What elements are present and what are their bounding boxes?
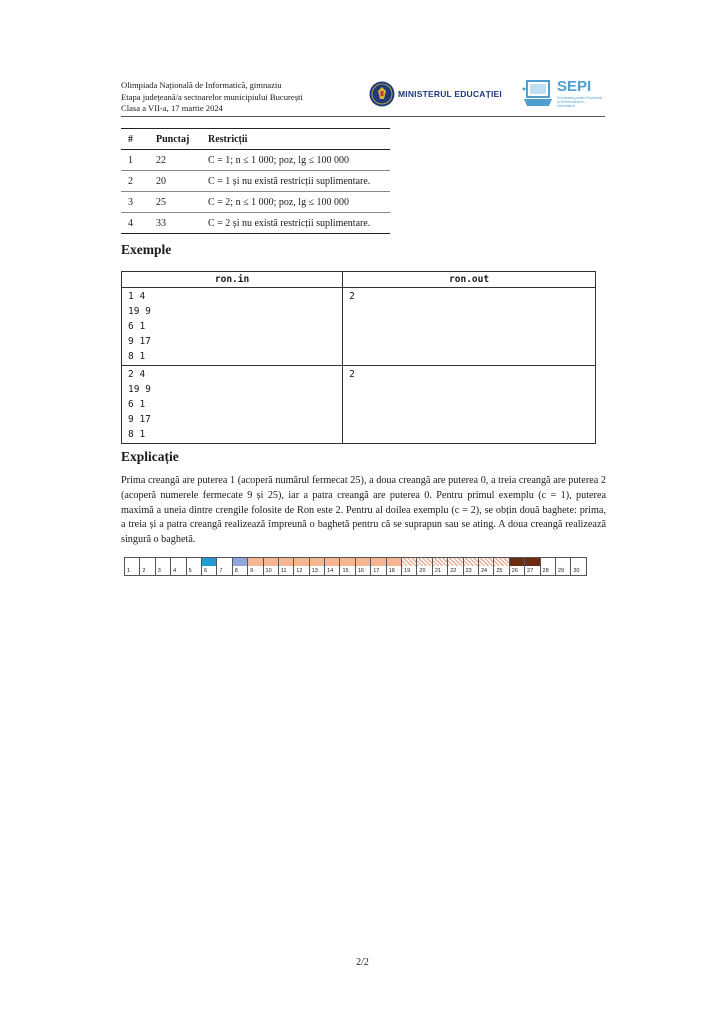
- strip-cell-number: 6: [203, 568, 208, 574]
- input-line: 6 1: [128, 399, 146, 410]
- input-line: 2 4: [128, 369, 146, 380]
- strip-cell-fill: [464, 558, 478, 566]
- strip-cell-fill: [402, 558, 416, 566]
- page-header: [121, 80, 605, 117]
- example-input: [122, 366, 343, 444]
- table-row: [121, 213, 390, 234]
- strip-cell-fill: [310, 558, 324, 566]
- strip-cell: [140, 557, 155, 576]
- subtask-number: 4: [121, 213, 149, 234]
- examples-heading: Exemple: [121, 242, 172, 257]
- strip-cell-fill: [233, 558, 247, 566]
- subtask-points: 25: [149, 192, 201, 213]
- strip-cell: [525, 557, 540, 576]
- sepi-title: SEPI: [557, 78, 592, 95]
- strip-cell: [464, 557, 479, 576]
- strip-cell-number: 3: [157, 568, 161, 574]
- subtask-restriction: C = 2; n ≤ 1 000; poz, lg ≤ 100 000: [201, 192, 390, 213]
- sepi-icon: [521, 77, 555, 111]
- strip-cell: [402, 557, 417, 576]
- strip-cell-fill: [325, 558, 339, 566]
- strip-cell-number: 5: [188, 568, 192, 574]
- strip-cell-fill: [340, 558, 354, 566]
- header-line-1: Olimpiada Națională de Informatică, gimnaziu: [121, 80, 282, 90]
- strip-cell-fill: [171, 558, 185, 566]
- example-output: [343, 288, 596, 366]
- strip-cell-number: 7: [219, 568, 223, 574]
- strip-cell-number: 10: [265, 568, 272, 574]
- header-line-2: Etapa județeană/a sectoarelor municipiului București: [121, 91, 303, 102]
- ministry-logo: [369, 80, 502, 108]
- score-header-restrictions: Restricții: [201, 129, 390, 150]
- strip-cell: [264, 557, 279, 576]
- strip-cell-fill: [571, 558, 585, 566]
- strip-cell-fill: [433, 558, 447, 566]
- strip-cell: [556, 557, 571, 576]
- subtask-number: 1: [121, 150, 149, 171]
- explanation-paragraph: Prima creangă are puterea 1 (acoperă numărul fermecat 25), a doua creangă are puterea 0, a treia creangă are puterea 2 (acoperă numerele fermecate 9 și 25), iar a patra creangă are puterea 0. Pentru primul exemplu (c = 1), puterea maximă a uneia dintre crengile folosite de Ron este 2. Pentru al doilea exemplu (c = 2), se obțin două baghete: prima, a treia și a patra creangă realizează împreună o baghetă pentru că se suprapun sau se ating. A doua creangă realizează singură o baghetă.: [121, 475, 606, 546]
- strip-cell: [571, 557, 586, 576]
- strip-cell: [417, 557, 432, 576]
- subtask-restriction: C = 1; n ≤ 1 000; poz, lg ≤ 100 000: [201, 150, 390, 171]
- strip-cell: [448, 557, 463, 576]
- subtask-restriction: C = 2 și nu există restricții suplimentare.: [201, 213, 390, 234]
- subtask-points: 22: [149, 150, 201, 171]
- strip-cell-number: 23: [465, 568, 472, 574]
- crest-icon: [369, 81, 395, 107]
- strip-cell-fill: [387, 558, 401, 566]
- strip-cell-fill: [541, 558, 555, 566]
- number-line-strip: [124, 557, 587, 576]
- strip-cell-number: 15: [342, 568, 349, 574]
- input-line: 6 1: [128, 321, 146, 332]
- strip-cell-fill: [156, 558, 170, 566]
- strip-cell-fill: [417, 558, 431, 566]
- input-line: 19 9: [128, 306, 151, 317]
- strip-cell-number: 8: [234, 568, 238, 574]
- ministry-name: MINISTERUL EDUCAȚIEI: [398, 89, 502, 99]
- strip-cell: [310, 557, 325, 576]
- subtask-points: 20: [149, 171, 201, 192]
- strip-cell-fill: [356, 558, 370, 566]
- output-line: 2: [349, 291, 355, 302]
- strip-cell-number: 18: [388, 568, 395, 574]
- strip-cell-number: 27: [527, 568, 534, 574]
- strip-cell: [479, 557, 494, 576]
- strip-cell-number: 19: [404, 568, 411, 574]
- table-row: [122, 366, 596, 444]
- strip-cell: [340, 557, 355, 576]
- header-line-3: Clasa a VII-a, 17 martie 2024: [121, 103, 223, 113]
- strip-cell: [125, 557, 140, 576]
- page-number: 2/2: [356, 957, 369, 968]
- strip-cell: [248, 557, 263, 576]
- strip-cell-fill: [510, 558, 524, 566]
- table-row: [121, 192, 390, 213]
- strip-cell-fill: [187, 558, 201, 566]
- input-line: 1 4: [128, 291, 146, 302]
- strip-cell-number: 17: [373, 568, 380, 574]
- table-row: [121, 150, 390, 171]
- strip-cell-number: 4: [173, 568, 177, 574]
- strip-cell: [541, 557, 556, 576]
- subtask-number: 3: [121, 192, 149, 213]
- strip-cell-fill: [448, 558, 462, 566]
- table-row: [121, 171, 390, 192]
- strip-cell-number: 28: [542, 568, 549, 574]
- strip-cell-number: 9: [250, 568, 254, 574]
- strip-cell-number: 12: [296, 568, 303, 574]
- output-line: 2: [349, 369, 355, 380]
- strip-cell-fill: [279, 558, 293, 566]
- strip-cell: [171, 557, 186, 576]
- strip-cell-number: 16: [357, 568, 364, 574]
- strip-cell-fill: [479, 558, 493, 566]
- strip-cell-fill: [217, 558, 231, 566]
- strip-cell-number: 2: [142, 568, 146, 574]
- strip-cell-number: 29: [557, 568, 565, 574]
- examples-table: [121, 271, 596, 444]
- strip-cell-number: 30: [573, 568, 580, 574]
- subtask-points: 33: [149, 213, 201, 234]
- strip-cell: [494, 557, 509, 576]
- output-file-header: ron.out: [343, 272, 596, 288]
- explanation-heading: Explicație: [121, 449, 179, 464]
- subtask-restriction: C = 1 și nu există restricții suplimentare.: [201, 171, 390, 192]
- input-line: 9 17: [128, 414, 151, 425]
- strip-cell: [233, 557, 248, 576]
- strip-cell: [156, 557, 171, 576]
- strip-cell-number: 1: [127, 568, 131, 574]
- strip-cell-number: 21: [434, 568, 441, 574]
- strip-cell: [387, 557, 402, 576]
- strip-cell: [294, 557, 309, 576]
- table-row: [122, 288, 596, 366]
- strip-cell-number: 11: [280, 568, 287, 574]
- strip-cell-fill: [294, 558, 308, 566]
- strip-cell: [371, 557, 386, 576]
- strip-cell-fill: [140, 558, 154, 566]
- strip-cell-fill: [371, 558, 385, 566]
- strip-cell-number: 20: [419, 568, 426, 574]
- strip-cell-number: 22: [450, 568, 457, 574]
- strip-cell-number: 13: [311, 568, 318, 574]
- sepi-logo: [521, 77, 605, 113]
- strip-cell-fill: [125, 558, 139, 566]
- input-line: 8 1: [128, 351, 146, 362]
- strip-cell: [433, 557, 448, 576]
- strip-cell-number: 14: [327, 568, 334, 574]
- strip-cell-fill: [202, 558, 216, 566]
- strip-cell-fill: [494, 558, 508, 566]
- strip-cell-fill: [248, 558, 262, 566]
- input-line: 9 17: [128, 336, 151, 347]
- strip-cell-fill: [525, 558, 539, 566]
- strip-cell-number: 26: [511, 568, 518, 574]
- input-line: 19 9: [128, 384, 151, 395]
- strip-cell: [510, 557, 525, 576]
- strip-cell: [202, 557, 217, 576]
- sepi-subtitle: Societatea pentru Excelență și Performanță în Informatică: [557, 96, 602, 109]
- strip-cell-number: 24: [480, 568, 488, 574]
- strip-cell: [187, 557, 202, 576]
- strip-cell: [325, 557, 340, 576]
- strip-cell: [356, 557, 371, 576]
- example-input: [122, 288, 343, 366]
- score-header-num: #: [121, 129, 149, 150]
- subtask-number: 2: [121, 171, 149, 192]
- strip-cell: [279, 557, 294, 576]
- score-header-points: Punctaj: [149, 129, 201, 150]
- example-output: [343, 366, 596, 444]
- input-file-header: ron.in: [122, 272, 343, 288]
- score-table: [121, 128, 390, 234]
- strip-cell-number: 25: [496, 568, 503, 574]
- strip-cell-fill: [556, 558, 570, 566]
- strip-cell: [217, 557, 232, 576]
- header-text: [121, 80, 303, 115]
- strip-cell-fill: [264, 558, 278, 566]
- input-line: 8 1: [128, 429, 146, 440]
